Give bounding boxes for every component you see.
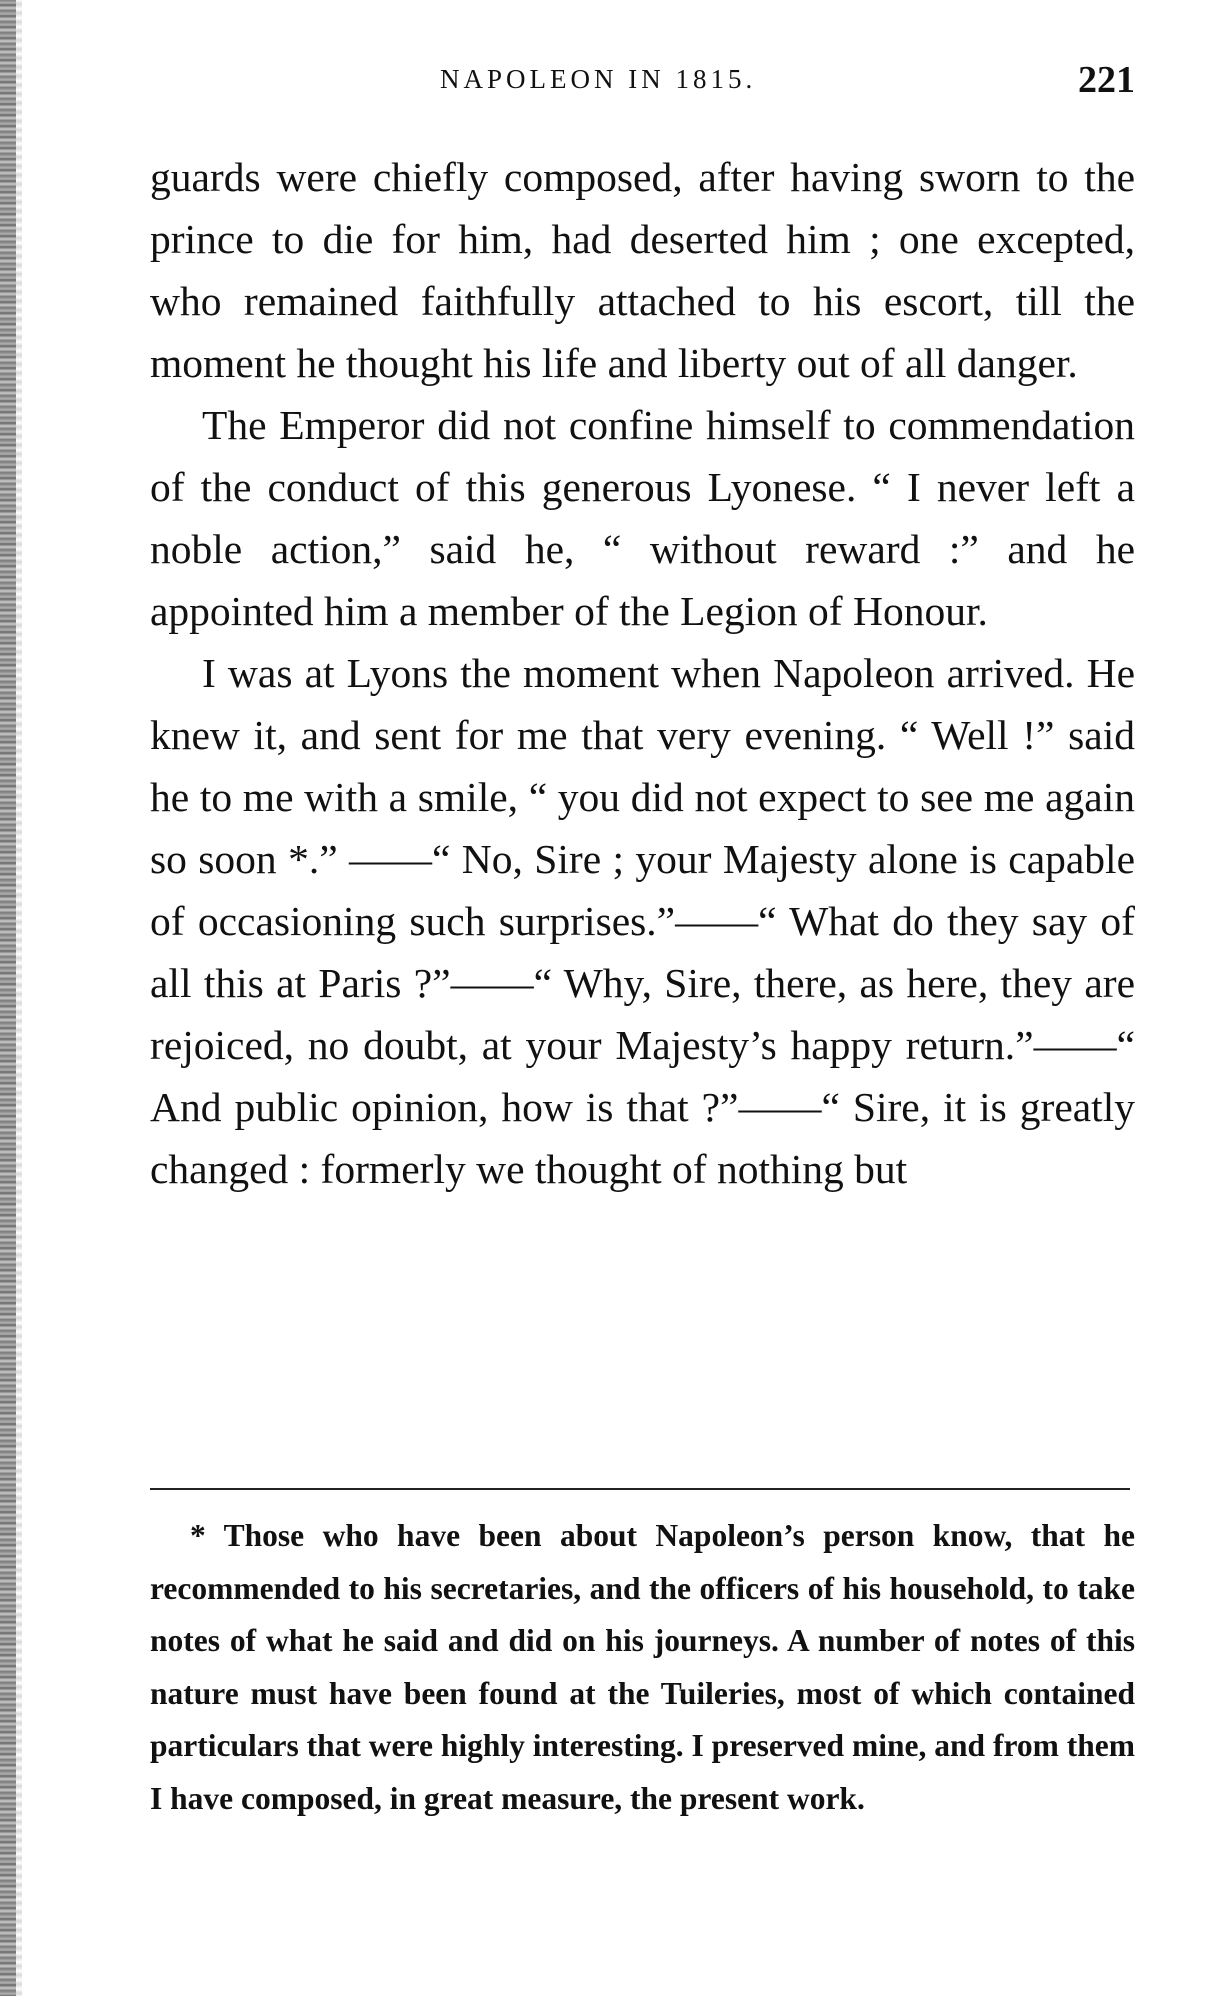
page-number: 221 xyxy=(1078,59,1135,101)
body-text xyxy=(150,146,1135,1200)
page-header xyxy=(150,58,1135,108)
paragraph: I was at Lyons the moment when Napoleon arrived. He knew it, and sent for me that very evening. “ Well !” said he to me with a smile, “ you did not expect to see me again so soon *.” ——“ No, Sire ; your Majesty alone is capable of occasioning such surprises.”——“ What do they say of all this at Paris ?”——“ Why, Sire, there, as here, they are rejoiced, no doubt, at your Majesty’s happy return.”——“ And public opinion, how is that ?”——“ Sire, it is greatly changed : formerly we thought of nothing but xyxy=(150,650,1135,1192)
binding-edge xyxy=(0,0,16,1996)
footnote-divider xyxy=(150,1488,1130,1490)
paragraph: The Emperor did not confine himself to commendation of the conduct of this generous Lyonese. “ I never left a noble action,” said he, “ without reward :” and he appointed him a member of the Legion of Honour. xyxy=(150,402,1135,634)
paragraph-continued: guards were chiefly composed, after having sworn to the prince to die for him, had deserted him ; one excepted, who remained faithfully attached to his escort, till the moment he thought his life and liberty out of all danger. xyxy=(150,154,1135,386)
running-head: NAPOLEON IN 1815. xyxy=(440,64,757,94)
footnote: * Those who have been about Napoleon’s person know, that he recommended to his secretaries, and the officers of his household, to take notes of what he said and did on his journeys. A number of notes of this nature must have been found at the Tuileries, most of which contained particulars that were highly interesting. I preserved mine, and from them I have composed, in great measure, the present work. xyxy=(150,1518,1135,1816)
